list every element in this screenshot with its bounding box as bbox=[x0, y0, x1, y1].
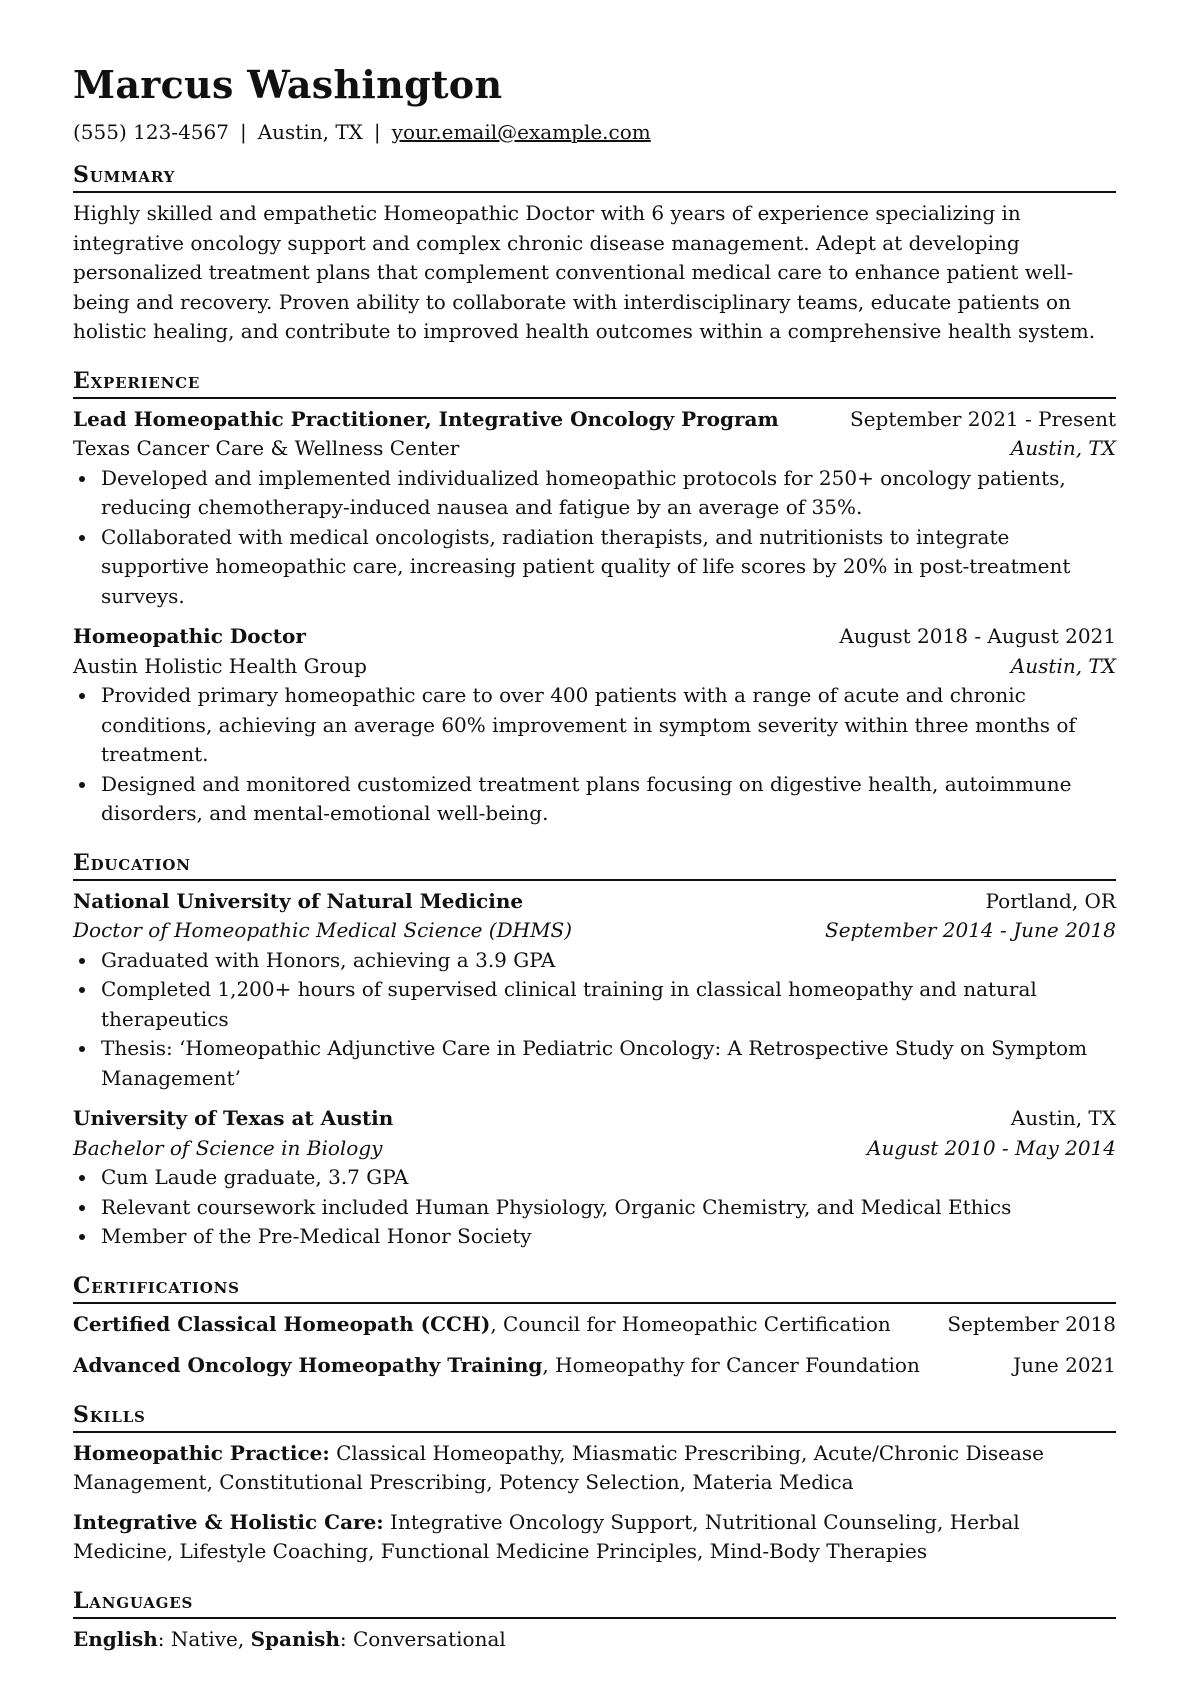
job-dates: August 2018 - August 2021 bbox=[839, 624, 1116, 648]
bullet-item: Developed and implemented individualized homeopathic protocols for 250+ oncology patients, reducing chemotherapy-induced nausea and fatigue by an average of 35%. bbox=[73, 464, 1116, 523]
skill-group-text: Classical Homeopathy, Miasmatic Prescribing, Acute/Chronic Disease Management, Constitutional Prescribing, Potency Selection, Materia Medica bbox=[73, 1440, 1045, 1494]
candidate-name: Marcus Washington bbox=[73, 62, 503, 107]
education-entry bbox=[73, 887, 1116, 1094]
experience-entry bbox=[73, 622, 1116, 829]
degree-name: Bachelor of Science in Biology bbox=[73, 1135, 383, 1160]
job-title: Lead Homeopathic Practitioner, Integrative Oncology Program bbox=[73, 406, 779, 431]
experience-heading: Experience bbox=[73, 367, 1116, 399]
certification-item bbox=[73, 1351, 1116, 1381]
bullet-item: Thesis: ‘Homeopathic Adjunctive Care in Pediatric Oncology: A Retrospective Study on Symptom Management’ bbox=[73, 1034, 1116, 1093]
bullet-item: Completed 1,200+ hours of supervised clinical training in classical homeopathy and natural therapeutics bbox=[73, 975, 1116, 1034]
education-bullets bbox=[73, 1163, 1116, 1252]
job-organization: Austin Holistic Health Group bbox=[73, 653, 367, 678]
language-name: Spanish bbox=[250, 1626, 340, 1651]
school-location: Austin, TX bbox=[1010, 1106, 1116, 1130]
contact-line bbox=[73, 118, 1116, 146]
email-link[interactable]: your.email@example.com bbox=[391, 120, 651, 144]
languages-heading: Languages bbox=[73, 1587, 1116, 1619]
skill-group-text: Integrative Oncology Support, Nutritional Counseling, Herbal Medicine, Lifestyle Coaching, Functional Medicine Principles, Mind-Body Therapies bbox=[73, 1509, 1020, 1563]
job-bullets bbox=[73, 681, 1116, 829]
certification-issuer: , Homeopathy for Cancer Foundation bbox=[542, 1353, 920, 1377]
skill-group-label: Integrative & Holistic Care: bbox=[73, 1509, 384, 1534]
skills-heading: Skills bbox=[73, 1401, 1116, 1433]
certifications-heading: Certifications bbox=[73, 1272, 1116, 1304]
job-bullets bbox=[73, 464, 1116, 612]
summary-text: Highly skilled and empathetic Homeopathic Doctor with 6 years of experience specializing in integrative oncology support and complex chronic disease management. Adept at developing personalized treatment plans that complement conventional medical care to enhance patient well-being and recovery. Proven ability to collaborate with interdisciplinary teams, educate patients on holistic healing, and contribute to improved health outcomes within a comprehensive health system. bbox=[73, 201, 1096, 343]
job-title: Homeopathic Doctor bbox=[73, 624, 306, 648]
skill-group-label: Homeopathic Practice: bbox=[73, 1440, 330, 1465]
language-level: : Conversational bbox=[339, 1626, 506, 1651]
degree-name: Doctor of Homeopathic Medical Science (DHMS) bbox=[73, 918, 573, 942]
certification-name: Advanced Oncology Homeopathy Training bbox=[73, 1353, 543, 1377]
languages-line bbox=[73, 1625, 1116, 1655]
bullet-item: Designed and monitored customized treatment plans focusing on digestive health, autoimmune disorders, and mental-emotional well-being. bbox=[73, 770, 1116, 829]
education-heading: Education bbox=[73, 849, 1116, 881]
contact-location: Austin, TX bbox=[257, 120, 363, 144]
bullet-item: Relevant coursework included Human Physiology, Organic Chemistry, and Medical Ethics bbox=[73, 1193, 1116, 1223]
job-dates: September 2021 - Present bbox=[850, 406, 1116, 431]
certification-name: Certified Classical Homeopath (CCH) bbox=[73, 1311, 491, 1336]
education-entry bbox=[73, 1104, 1116, 1252]
bullet-item: Member of the Pre-Medical Honor Society bbox=[73, 1222, 1116, 1252]
skill-group bbox=[73, 1508, 1116, 1567]
degree-dates: September 2014 - June 2018 bbox=[825, 918, 1116, 942]
skill-group bbox=[73, 1439, 1116, 1498]
school-name: University of Texas at Austin bbox=[73, 1106, 394, 1130]
education-bullets bbox=[73, 946, 1116, 1094]
contact-separator: | bbox=[239, 120, 247, 144]
certification-issuer: , Council for Homeopathic Certification bbox=[490, 1311, 891, 1336]
job-location: Austin, TX bbox=[1010, 436, 1116, 460]
certification-item bbox=[73, 1310, 1116, 1340]
bullet-item: Provided primary homeopathic care to over 400 patients with a range of acute and chronic conditions, achieving an average 60% improvement in symptom severity within three months of treatment. bbox=[73, 681, 1116, 770]
bullet-item: Graduated with Honors, achieving a 3.9 GPA bbox=[73, 946, 1116, 976]
certification-date: June 2021 bbox=[1013, 1353, 1116, 1377]
school-name: National University of Natural Medicine bbox=[73, 888, 524, 913]
experience-entry bbox=[73, 405, 1116, 612]
bullet-item: Cum Laude graduate, 3.7 GPA bbox=[73, 1163, 1116, 1193]
language-name: English bbox=[73, 1626, 158, 1651]
summary-heading: Summary bbox=[73, 161, 1116, 193]
phone-number: (555) 123-4567 bbox=[73, 120, 229, 144]
degree-dates: August 2010 - May 2014 bbox=[867, 1135, 1116, 1160]
job-organization: Texas Cancer Care & Wellness Center bbox=[73, 436, 460, 460]
job-location: Austin, TX bbox=[1010, 653, 1116, 678]
language-level: : Native, bbox=[157, 1626, 251, 1651]
contact-separator: | bbox=[373, 120, 381, 144]
bullet-item: Collaborated with medical oncologists, radiation therapists, and nutritionists to integrate supportive homeopathic care, increasing patient quality of life scores by 20% in post-treatment surveys. bbox=[73, 523, 1116, 612]
school-location: Portland, OR bbox=[985, 888, 1116, 913]
certification-date: September 2018 bbox=[947, 1311, 1116, 1336]
